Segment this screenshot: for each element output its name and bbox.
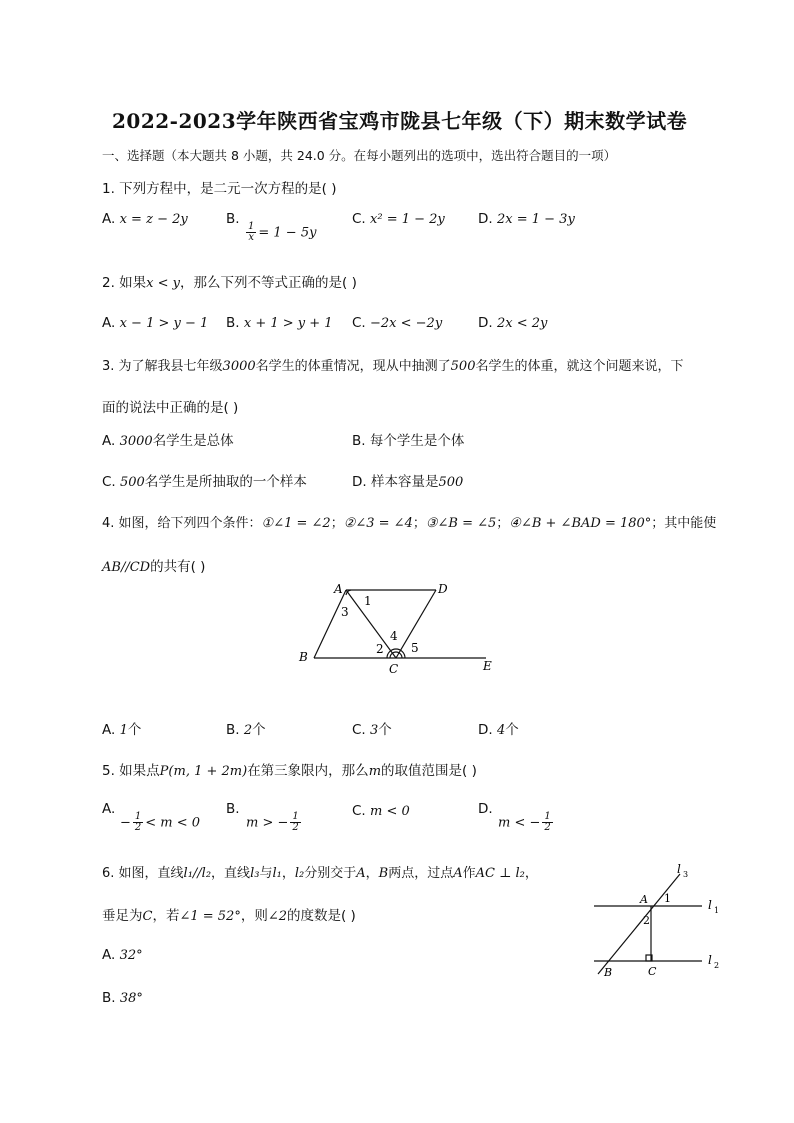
- question-6-option-a[interactable]: A. 32°: [102, 947, 143, 963]
- fig4-label-b: B: [299, 650, 308, 664]
- question-6-figure: [588, 858, 728, 988]
- question-4-option-d[interactable]: D. 4个: [478, 722, 519, 738]
- question-4-option-c[interactable]: C. 3个: [352, 722, 392, 738]
- fig6-label-l1-sub: 1: [714, 906, 720, 915]
- question-1-option-d[interactable]: D. 2x = 1 − 3y: [478, 211, 575, 227]
- question-3-stem-line2: 面的说法中正确的是( ): [102, 400, 239, 416]
- question-5-option-b-label[interactable]: B.: [226, 801, 240, 817]
- question-5-option-d-label[interactable]: D.: [478, 801, 493, 817]
- question-5-option-d[interactable]: m < − $\frac{1}{2}$: [498, 811, 551, 833]
- fig4-angle-1: 1: [364, 594, 372, 608]
- fig6-angle-1: 1: [664, 892, 671, 905]
- question-6-stem-line2: 垂足为C，若∠1 = 52°，则∠2的度数是( ): [102, 908, 356, 924]
- question-6-stem-line1: 6. 如图，直线l₁//l₂，直线l₃与l₁，l₂分别交于A，B两点，过点A作AC ⊥ l₂，: [102, 866, 538, 881]
- fig4-angle-3: 3: [341, 605, 349, 619]
- question-5-stem: 5. 如果点P(m, 1 + 2m)在第三象限内，那么m的取值范围是( ): [102, 763, 477, 779]
- fig4-angle-4: 4: [390, 629, 398, 643]
- question-2-stem: 2. 如果x < y，那么下列不等式正确的是( ): [102, 275, 357, 291]
- fig4-label-c: C: [389, 662, 399, 676]
- question-2-option-c[interactable]: C. −2x < −2y: [352, 315, 443, 331]
- fig6-label-l2-sub: 2: [714, 961, 720, 970]
- question-5-option-a-label[interactable]: A.: [102, 801, 116, 817]
- question-1-option-b[interactable]: $\frac{1}{x}$ = 1 − 5y: [248, 221, 317, 243]
- question-1-option-b-label[interactable]: B.: [226, 211, 240, 227]
- question-4-option-a[interactable]: A. 1个: [102, 722, 142, 738]
- fig4-label-e: E: [483, 659, 492, 673]
- fig6-angle-2: 2: [643, 914, 650, 927]
- question-4-stem-line1: 4. 如图，给下列四个条件：①∠1 = ∠2；②∠3 = ∠4；③∠B = ∠5；④∠B + ∠BAD = 180°；其中能使: [102, 516, 717, 531]
- fig6-label-c: C: [648, 965, 657, 978]
- page-title: 2022-2023学年陕西省宝鸡市陇县七年级（下）期末数学试卷: [112, 109, 688, 133]
- question-4-figure: [290, 578, 500, 678]
- question-2-option-d[interactable]: D. 2x < 2y: [478, 315, 548, 331]
- question-3-stem-line1: 3. 为了解我县七年级3000名学生的体重情况，现从中抽测了500名学生的体重，就这个问题来说，下: [102, 359, 684, 374]
- question-3-option-c[interactable]: C. 500名学生是所抽取的一个样本: [102, 474, 307, 490]
- question-1-stem: 1. 下列方程中，是二元一次方程的是( ): [102, 181, 337, 197]
- question-4-stem-line2: AB//CD的共有( ): [102, 559, 206, 575]
- question-6-option-b[interactable]: B. 38°: [102, 990, 143, 1006]
- question-3-option-a[interactable]: A. 3000名学生是总体: [102, 433, 234, 449]
- fig4-label-d: D: [438, 582, 448, 596]
- fig4-label-a: A: [334, 582, 343, 596]
- fig6-label-l2: l: [708, 953, 712, 967]
- fig6-label-a: A: [640, 893, 648, 906]
- question-5-option-b[interactable]: m > − $\frac{1}{2}$: [246, 811, 299, 833]
- fig4-angle-2: 2: [376, 642, 384, 656]
- question-2-option-b[interactable]: B. x + 1 > y + 1: [226, 315, 333, 331]
- question-3-option-d[interactable]: D. 样本容量是500: [352, 474, 464, 490]
- question-3-option-b[interactable]: B. 每个学生是个体: [352, 433, 465, 449]
- fig6-label-l3: l: [677, 862, 681, 876]
- fig6-label-b: B: [604, 966, 613, 979]
- question-2-option-a[interactable]: A. x − 1 > y − 1: [102, 315, 209, 331]
- section-header: 一、选择题（本大题共 8 小题，共 24.0 分。在每小题列出的选项中，选出符合题目的一项）: [102, 148, 617, 163]
- fig4-angle-5: 5: [411, 641, 419, 655]
- fig6-label-l1: l: [708, 898, 712, 912]
- question-4-option-b[interactable]: B. 2个: [226, 722, 266, 738]
- question-1-option-a[interactable]: A. x = z − 2y: [102, 211, 188, 227]
- question-5-option-c[interactable]: C. m < 0: [352, 803, 410, 819]
- fig6-label-l3-sub: 3: [683, 870, 689, 879]
- question-1-option-c[interactable]: C. x² = 1 − 2y: [352, 211, 445, 227]
- question-5-option-a[interactable]: − $\frac{1}{2}$ < m < 0: [120, 811, 201, 833]
